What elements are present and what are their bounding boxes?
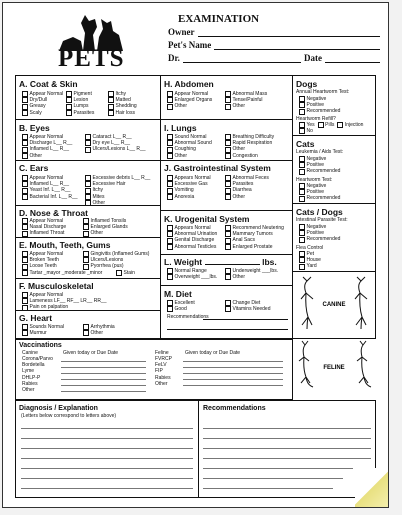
checkbox[interactable]: Positive (299, 230, 340, 236)
section-coat-skin: A. Coat & Skin (19, 79, 78, 89)
pet-name-field[interactable]: Pet's Name (168, 40, 383, 50)
checkbox[interactable]: Anorexia (167, 194, 211, 200)
checkbox[interactable]: Vitamins Needed (225, 306, 271, 312)
checkbox[interactable]: Ulcers/Lesions (83, 257, 149, 263)
checkbox[interactable]: Mites (85, 194, 150, 200)
checkbox[interactable]: Inflamed L__ R__ (22, 146, 72, 152)
checkbox[interactable]: Hair loss (108, 110, 137, 116)
checkbox[interactable]: Positive (299, 162, 340, 168)
checkbox[interactable]: Itchy (85, 187, 150, 193)
checkbox[interactable]: Appear Normal (167, 91, 212, 97)
section-gastrointestinal: J. Gastrointestinal System (164, 163, 271, 173)
checkbox[interactable]: Abnormal Urination (167, 231, 217, 237)
owner-field[interactable]: Owner (168, 27, 383, 37)
checkbox[interactable]: Diarrhea (225, 187, 269, 193)
cats-dogs-panel: Cats / Dogs Intestinal Parasite Test: (296, 207, 348, 223)
checkbox[interactable]: Mammary Tumors (225, 231, 284, 237)
checkbox[interactable]: Recommended (299, 195, 340, 201)
checkbox[interactable]: Discharge L__ R__ (22, 140, 72, 146)
checkbox[interactable]: Genital Discharge (167, 237, 217, 243)
checkbox[interactable]: Inflamed L__ R__ (22, 181, 78, 187)
checkbox[interactable]: Congestion (225, 153, 274, 159)
checkbox[interactable]: Overweight ___lbs. (167, 274, 217, 280)
checkbox[interactable]: Abnormal Feces (225, 175, 269, 181)
checkbox[interactable]: Lameness LF__ RF__ LR__ RR__ (22, 298, 107, 304)
checkbox[interactable]: Injection (337, 122, 363, 128)
checkbox[interactable]: Other (167, 153, 212, 159)
checkbox[interactable]: Ulcers/Lesions L__ R__ (85, 146, 146, 152)
section-diet: M. Diet (164, 289, 192, 299)
checkbox[interactable]: Sounds Normal (22, 324, 64, 330)
checkbox[interactable]: Appear Normal (22, 251, 102, 257)
section-musculoskeletal: F. Musculoskeletal (19, 281, 94, 291)
checkbox[interactable]: Abnormal Mass (225, 91, 267, 97)
checkbox[interactable]: Tense/Painful (225, 97, 267, 103)
checkbox[interactable]: Appear Normal (22, 218, 66, 224)
checkbox[interactable]: No (299, 128, 313, 134)
checkbox[interactable]: Enlarged Glands (83, 224, 128, 230)
dr-date-field[interactable]: Dr. Date (168, 53, 383, 63)
checkbox[interactable]: Tartar _mayor _moderate _minor (22, 270, 102, 276)
diet-recommendations-label: Recommendations (167, 314, 209, 320)
checkbox[interactable]: Itchy (108, 91, 137, 97)
checkbox[interactable]: Nasal Discharge (22, 224, 66, 230)
checkbox[interactable]: Recommended (299, 168, 340, 174)
checkbox[interactable]: Enlarged Organs (167, 97, 212, 103)
exam-form: PETS EXAMINATION Owner Pet's Name Dr. Date A. Coat & Skin Appear Normal Dry/Dull Greasy Scaly Pigment Lesion Lumps Parasites Itchy Matted Shedding Hair loss B. Eyes Appear Normal Discharge L__ R__ Inflamed L__ R__ Other Cataract L__ R__ Dry eye L__ R__ Ulcers/Lesions L__ R__ C. Ears Appear Normal Inflamed L__ R__ Yeast Inf. L__ R__ Bacterial Inf. L__ R__ Excessive debris L__ R__ Excessive Hair Itchy Mites Other D. Nose & Throat Appear Normal Nasal Discharge Inflamed Throat Inflamed Tonsils Enlarged Glands Other E. Mouth, Teeth, Gums Appear Normal Broken Teeth Loose Teeth Tartar _mayor _moderate _minor Gingivitis (Inflamed Gums) Ulcers/Lesions Pyorrhea (pus) Stain F. Musculoskeletal Appear Normal Lameness LF__ RF__ LR__ RR__ Pain on palpation G. Heart Sounds Normal Murmur Arrhythmia Other H. Abdomen Appear Normal Enlarged Organs Other Abnormal Mass Tense/Painful Other I. Lungs Sound Normal Abnormal Sound Coughing Other Breathing Difficulty Rapid Respiration Other Congestion J. Gastrointestinal System Appears Normal Excessive Gas Vomiting Anorexia Abnormal Feces Parasites Diarrhea Other K. Urogenital System Appears Normal Abnormal Urination Genital Discharge Abnormal Testicles Recommend Neutering Mammary Tumors Anal Sacs Enlarged Prostate L. Weight lbs. Normal Range Overweight ___lbs. Underweight ___lbs. Other M. Diet Excellent Good Change Diet Vitamins Needed Recommendations Dogs Annual Heartworm Test: Negative Positive Recommended Heartworm Refill? Yes Pills Injection No Cats Leukemia / Aids Test: Negative Positive Recommended Heartworm Test: Negative Positive Recommended Cats / Dogs Intestinal Parasite Test: Negative Positive Recommended Flea Control Pet House Yard CANINE FELINE Vaccinations Canine Given today or Due Date Feline Given today or Due Date Corona/Parvo Bordetella Lyme DHLP-P Rabies Other FVRCP FeLV FIP Rabies Other Diagnosis / Explanation (Letters below correspond to letters above) Recommendations (2, 2, 389, 508)
checkbox[interactable]: Negative (299, 156, 340, 162)
checkbox[interactable]: Good (167, 306, 195, 312)
brand-title: PETS (58, 45, 125, 72)
checkbox[interactable]: Yes (299, 122, 315, 128)
checkbox[interactable]: Parasites (225, 181, 269, 187)
feline-label: FELINE (323, 365, 345, 371)
checkbox[interactable]: Lesion (66, 97, 94, 103)
checkbox[interactable]: Appear Normal (22, 134, 72, 140)
checkbox[interactable]: Underweight ___lbs. (225, 268, 278, 274)
checkbox[interactable]: Recommended (299, 108, 340, 114)
checkbox[interactable]: Matted (108, 97, 137, 103)
checkbox[interactable]: Other (167, 103, 212, 109)
checkbox[interactable]: Vomiting (167, 187, 211, 193)
section-mouth-teeth-gums: E. Mouth, Teeth, Gums (19, 240, 111, 250)
section-lungs: I. Lungs (164, 123, 197, 133)
checkbox[interactable]: Cataract L__ R__ (85, 134, 146, 140)
diagnosis-subtitle: (Letters below correspond to letters above) (21, 413, 117, 419)
checkbox[interactable]: Negative (299, 96, 340, 102)
checkbox[interactable]: Other (225, 274, 278, 280)
checkbox[interactable]: Broken Teeth (22, 257, 102, 263)
cats-panel: Cats Leukemia / Aids Test: (296, 139, 344, 155)
checkbox[interactable]: Appear Normal (22, 91, 63, 97)
checkbox[interactable]: Yard (299, 263, 321, 269)
checkbox[interactable]: Arrhythmia (83, 324, 115, 330)
checkbox[interactable]: Anal Sacs (225, 237, 284, 243)
section-abdomen: H. Abdomen (164, 79, 214, 89)
feline-diagram-icon (293, 339, 376, 393)
section-heart: G. Heart (19, 313, 53, 323)
checkbox[interactable]: Recommend Neutering (225, 225, 284, 231)
checkbox[interactable]: Loose Teeth (22, 263, 102, 269)
checkbox[interactable]: Pyorrhea (pus) (83, 263, 149, 269)
checkbox[interactable]: Pain on palpation (22, 304, 107, 310)
checkbox[interactable]: Negative (299, 224, 340, 230)
checkbox[interactable]: Pigment (66, 91, 94, 97)
checkbox[interactable]: Appears Normal (167, 225, 217, 231)
checkbox[interactable]: House (299, 257, 321, 263)
dogs-panel: Dogs Annual Heartworm Test: (296, 79, 350, 95)
checkbox[interactable]: Lumps (66, 103, 94, 109)
section-urogenital: K. Urogenital System (164, 214, 250, 224)
recommendations-title: Recommendations (203, 405, 266, 412)
checkbox[interactable]: Positive (299, 102, 340, 108)
diagnosis-title: Diagnosis / Explanation (19, 405, 98, 412)
canine-vaccine-list: Corona/Parvo Bordetella Lyme DHLP-P Rabies Other (22, 356, 53, 394)
section-nose-throat: D. Nose & Throat (19, 208, 88, 218)
checkbox[interactable]: Other (85, 200, 150, 206)
checkbox[interactable]: Scaly (22, 110, 63, 116)
checkbox[interactable]: Murmur (22, 330, 64, 336)
vaccinations-title: Vaccinations (19, 342, 62, 349)
feline-vaccine-list: FVRCP FeLV FIP Rabies Other (155, 356, 172, 387)
section-eyes: B. Eyes (19, 123, 50, 133)
checkbox[interactable]: Rapid Respiration (225, 140, 274, 146)
checkbox[interactable]: Bacterial Inf. L__ R__ (22, 194, 78, 200)
checkbox[interactable]: Pet (299, 251, 321, 257)
checkbox[interactable]: Normal Range (167, 268, 217, 274)
checkbox[interactable]: Enlarged Prostate (225, 244, 284, 250)
checkbox[interactable]: Other (225, 194, 269, 200)
checkbox[interactable]: Breathing Difficulty (225, 134, 274, 140)
checkbox[interactable]: Pills (318, 122, 335, 128)
checkbox[interactable]: Appear Normal (22, 292, 107, 298)
checkbox[interactable]: Other (83, 330, 115, 336)
checkbox[interactable]: Shedding (108, 103, 137, 109)
checkbox[interactable]: Greasy (22, 103, 63, 109)
checkbox[interactable]: Other (22, 153, 72, 159)
checkbox[interactable]: Change Diet (225, 300, 271, 306)
checkbox[interactable]: Inflamed Throat (22, 230, 66, 236)
section-weight: L. Weight lbs. (164, 257, 277, 267)
checkbox[interactable]: Excessive Hair (85, 181, 150, 187)
checkbox[interactable]: Abnormal Sound (167, 140, 212, 146)
checkbox[interactable]: Appear Normal (22, 175, 78, 181)
checkbox[interactable]: Excessive Gas (167, 181, 211, 187)
checkbox[interactable]: Stain (116, 270, 135, 276)
form-title: EXAMINATION (178, 13, 260, 25)
checkbox[interactable]: Parasites (66, 110, 94, 116)
checkbox[interactable]: Sound Normal (167, 134, 212, 140)
checkbox[interactable]: Recommended (299, 236, 340, 242)
page-curl (355, 468, 389, 508)
checkbox[interactable]: Inflamed Tonsils (83, 218, 128, 224)
canine-diagram-icon (293, 273, 376, 333)
checkbox[interactable]: Excessive debris L__ R__ (85, 175, 150, 181)
checkbox[interactable]: Appears Normal (167, 175, 211, 181)
section-ears: C. Ears (19, 163, 49, 173)
checkbox[interactable]: Abnormal Testicles (167, 244, 217, 250)
checkbox[interactable]: Negative (299, 183, 340, 189)
checkbox[interactable]: Other (83, 230, 128, 236)
checkbox[interactable]: Gingivitis (Inflamed Gums) (83, 251, 149, 257)
checkbox[interactable]: Positive (299, 189, 340, 195)
checkbox[interactable]: Dry/Dull (22, 97, 63, 103)
checkbox[interactable]: Coughing (167, 146, 212, 152)
canine-label: CANINE (322, 302, 346, 308)
checkbox[interactable]: Other (225, 103, 267, 109)
checkbox[interactable]: Yeast Inf. L__ R__ (22, 187, 78, 193)
checkbox[interactable]: Other (225, 146, 274, 152)
checkbox[interactable]: Dry eye L__ R__ (85, 140, 146, 146)
checkbox[interactable]: Excellent (167, 300, 195, 306)
